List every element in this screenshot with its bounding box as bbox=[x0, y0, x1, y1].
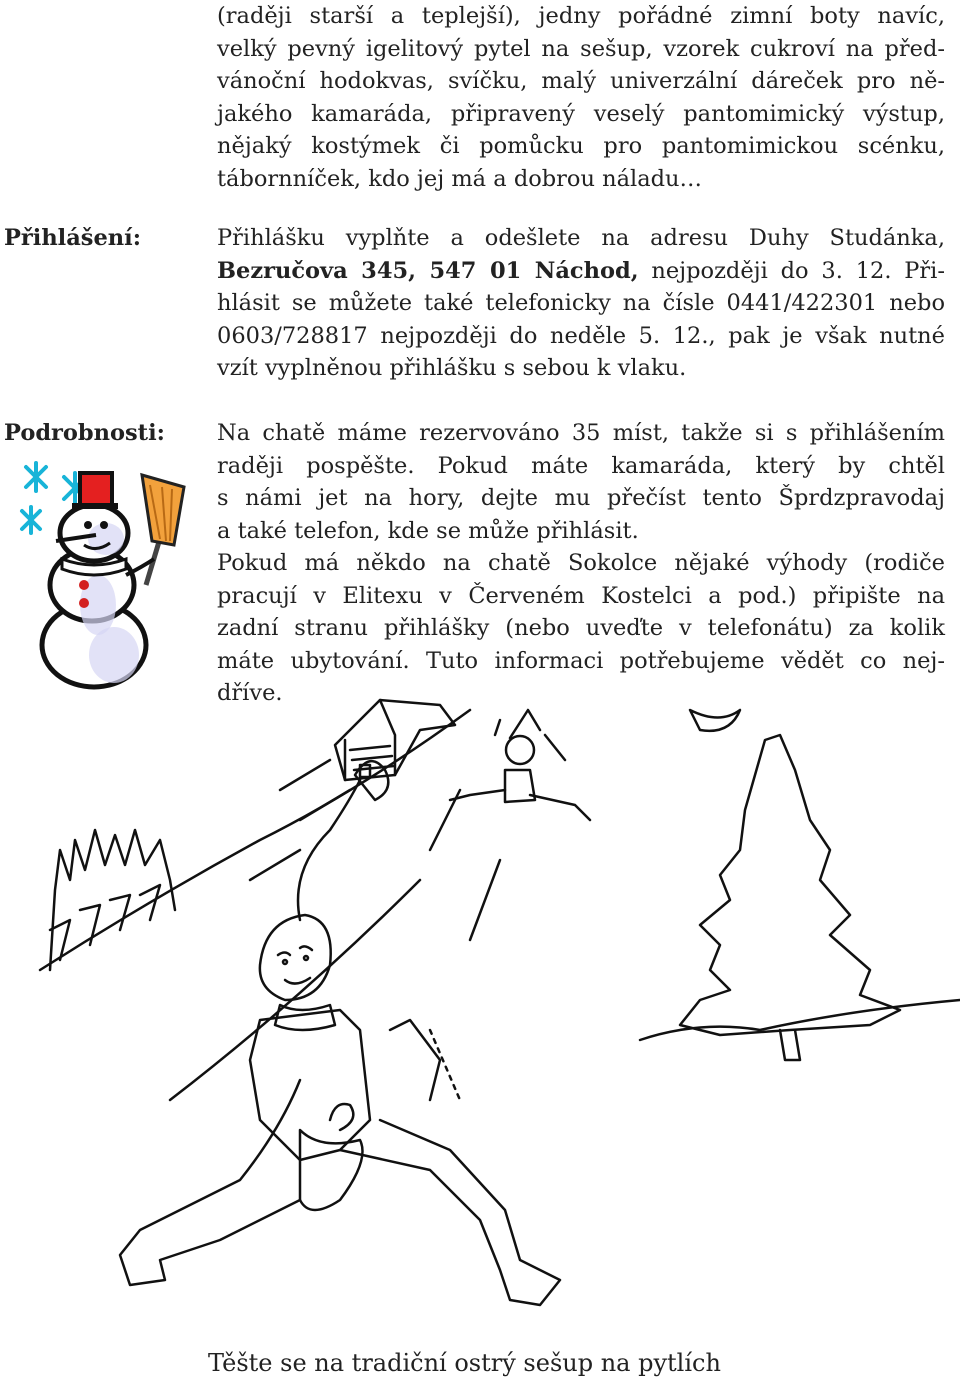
slope-line bbox=[170, 880, 420, 1100]
details-label: Podrobnosti: bbox=[4, 420, 165, 446]
speed-line bbox=[430, 1030, 460, 1100]
details-line: raději pospěšte. Pokud máte kamaráda, který by chtěl bbox=[217, 452, 945, 479]
details-line: dříve. bbox=[217, 680, 283, 706]
forest-icon bbox=[50, 830, 175, 970]
intro-line: tábornníček, kdo jej má a dobrou náladu… bbox=[217, 165, 703, 192]
small-sledder-icon bbox=[450, 710, 590, 820]
registration-label: Přihlášení: bbox=[4, 225, 141, 251]
details-paragraph bbox=[217, 417, 945, 710]
cottage-icon bbox=[335, 700, 455, 780]
slope-line bbox=[40, 710, 470, 970]
snowman-illustration bbox=[14, 455, 194, 690]
intro-line: velký pevný igelitový pytel na sešup, vzorek cukroví na před- bbox=[217, 35, 945, 62]
main-sledder-icon bbox=[120, 761, 560, 1305]
details-line: Na chatě máme rezervováno 35 míst, takže si s přihlášením bbox=[217, 420, 945, 446]
details-line: s námi jet na hory, dejte mu přečíst tento Šprdzpravodaj bbox=[217, 485, 945, 511]
details-line: pracují v Elitexu v Červeném Kostelci a pod.) připište na bbox=[217, 582, 945, 609]
intro-line: (raději starší a teplejší), jedny pořádné zimní boty navíc, bbox=[217, 3, 945, 29]
broom-icon bbox=[142, 475, 184, 585]
intro-paragraph bbox=[217, 0, 945, 195]
registration-line bbox=[217, 255, 945, 288]
intro-line: nějaký kostýmek či pomůcku pro pantomimickou scénku, bbox=[217, 133, 945, 159]
registration-line: hlásit se můžete také telefonicky na čísle 0441/422301 nebo bbox=[217, 290, 945, 316]
details-line: Pokud má někdo na chatě Sokolce nějaké výhody (rodiče bbox=[217, 550, 945, 576]
registration-line: Přihlášku vyplňte a odešlete na adresu Duhy Studánka, bbox=[217, 225, 945, 251]
hat-icon bbox=[80, 473, 112, 505]
registration-line: vzít vyplněnou přihlášku s sebou k vlaku. bbox=[217, 355, 687, 381]
intro-line: vánoční hodokvas, svíčku, malý univerzální dáreček pro ně- bbox=[217, 68, 945, 94]
cloud-icon bbox=[690, 710, 740, 731]
registration-address: Bezručova 345, 547 01 Náchod, bbox=[217, 257, 639, 284]
snow-line bbox=[250, 760, 960, 1040]
intro-line: jakého kamaráda, připravený veselý pantomimický výstup, bbox=[217, 100, 945, 127]
details-line: zadní stranu přihlášky (nebo uveďte v telefonátu) za kolik bbox=[217, 615, 945, 641]
details-line: a také telefon, kde se může přihlásit. bbox=[217, 517, 639, 544]
details-line: máte ubytování. Tuto informaci potřebujeme vědět co nej- bbox=[217, 647, 945, 674]
registration-line: 0603/728817 nejpozději do neděle 5. 12., pak je však nutné bbox=[217, 322, 945, 349]
tree-icon bbox=[680, 710, 900, 1060]
caption: Těšte se na tradiční ostrý sešup na pytlích bbox=[208, 1349, 721, 1377]
registration-paragraph bbox=[217, 222, 945, 385]
sledding-scene-illustration bbox=[0, 680, 960, 1340]
registration-deadline: nejpozději do 3. 12. Při- bbox=[638, 257, 945, 284]
